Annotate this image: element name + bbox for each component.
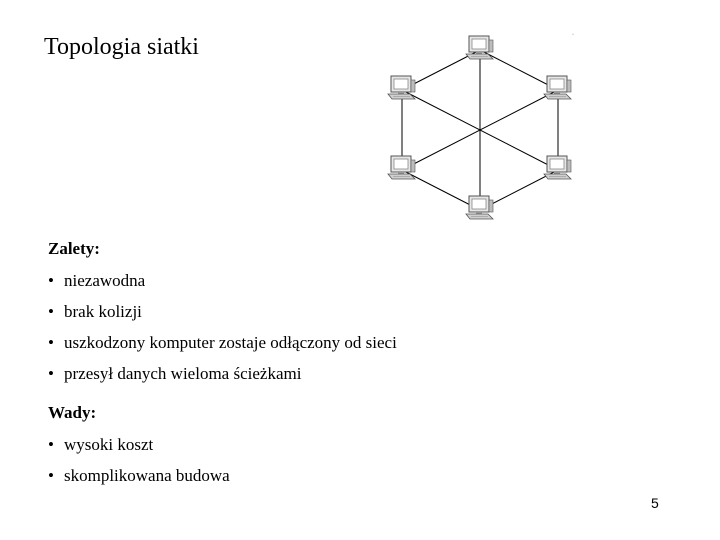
mesh-connections — [402, 50, 558, 210]
disadvantages-heading: Wady: — [48, 403, 97, 422]
list-item — [48, 434, 230, 465]
bullet-icon: • — [48, 302, 54, 321]
advantage-item-text: przesył danych wieloma ścieżkami — [64, 364, 302, 383]
computer-icon — [388, 156, 415, 179]
list-item — [48, 363, 397, 394]
bullet-icon: • — [48, 466, 54, 485]
list-item — [48, 270, 397, 301]
disadvantages-list — [48, 434, 230, 496]
connection-line — [402, 170, 480, 210]
list-item — [48, 332, 397, 363]
computer-icon — [466, 36, 493, 59]
list-item — [48, 301, 397, 332]
computer-icon — [466, 196, 493, 219]
bullet-icon: • — [48, 333, 54, 352]
page-number: 5 — [651, 495, 659, 511]
advantages-list — [48, 270, 397, 394]
advantage-item-text: uszkodzony komputer zostaje odłączony od sieci — [64, 333, 397, 352]
advantage-item-text: brak kolizji — [64, 302, 142, 321]
computer-icon — [544, 156, 571, 179]
computer-icon — [388, 76, 415, 99]
slide-title: Topologia siatki — [44, 34, 199, 60]
svg-text:·: · — [572, 32, 574, 38]
disadvantage-item-text: wysoki koszt — [64, 435, 154, 454]
list-item — [48, 465, 230, 496]
mesh-topology-diagram — [380, 28, 580, 228]
advantages-heading: Zalety: — [48, 239, 100, 258]
bullet-icon: • — [48, 364, 54, 383]
disadvantage-item-text: skomplikowana budowa — [64, 466, 230, 485]
bullet-icon: • — [48, 435, 54, 454]
advantage-item-text: niezawodna — [64, 271, 146, 290]
connection-line — [480, 50, 558, 90]
bullet-icon: • — [48, 271, 54, 290]
computer-icon — [544, 76, 571, 99]
